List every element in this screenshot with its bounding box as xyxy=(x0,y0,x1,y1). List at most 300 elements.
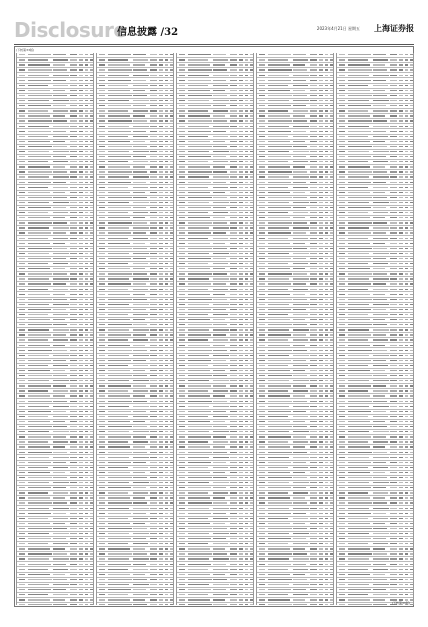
table-cell xyxy=(245,304,248,305)
table-cell xyxy=(339,243,345,244)
table-cell xyxy=(19,309,25,310)
table-cell xyxy=(348,324,372,325)
table-cell xyxy=(293,115,305,116)
table-cell xyxy=(165,339,168,340)
table-cell xyxy=(239,385,243,386)
table-cell xyxy=(268,462,291,463)
table-cell xyxy=(133,182,146,183)
table-cell xyxy=(319,345,323,346)
table-cell xyxy=(390,80,397,81)
table-cell xyxy=(339,207,345,208)
table-cell xyxy=(165,90,168,91)
table-cell xyxy=(133,64,145,65)
table-cell xyxy=(179,166,185,167)
table-cell xyxy=(293,304,309,305)
table-cell xyxy=(133,497,145,498)
table-cell xyxy=(268,528,292,529)
table-cell xyxy=(159,238,163,239)
table-cell xyxy=(28,492,48,493)
table-cell xyxy=(99,457,105,458)
table-cell xyxy=(230,462,237,463)
table-cell xyxy=(159,156,163,157)
table-cell xyxy=(410,268,413,269)
table-cell xyxy=(390,258,397,259)
table-cell xyxy=(79,579,83,580)
table-cell xyxy=(213,518,228,519)
table-cell xyxy=(410,345,413,346)
table-cell xyxy=(330,69,333,70)
table-cell xyxy=(159,197,163,198)
table-cell xyxy=(188,299,212,300)
table-cell xyxy=(159,574,163,575)
table-cell xyxy=(330,212,333,213)
table-cell xyxy=(150,355,157,356)
table-cell xyxy=(399,120,403,121)
table-cell xyxy=(310,574,317,575)
table-cell xyxy=(133,528,147,529)
table-cell xyxy=(79,513,83,514)
table-cell xyxy=(133,207,146,208)
table-cell xyxy=(259,365,265,366)
table-cell xyxy=(348,452,372,453)
table-cell xyxy=(310,558,317,559)
table-cell xyxy=(230,482,237,483)
table-cell xyxy=(70,243,77,244)
table-cell xyxy=(188,90,210,91)
table-cell xyxy=(293,497,305,498)
table-cell xyxy=(165,502,168,503)
table-cell xyxy=(179,85,185,86)
table-cell xyxy=(165,136,168,137)
table-cell xyxy=(179,431,185,432)
table-cell xyxy=(53,248,67,249)
table-cell xyxy=(410,457,413,458)
table-cell xyxy=(268,446,290,447)
table-cell xyxy=(108,54,131,55)
table-cell xyxy=(28,232,51,233)
table-cell xyxy=(319,436,323,437)
table-cell xyxy=(348,406,369,407)
table-cell xyxy=(319,197,323,198)
table-cell xyxy=(213,166,225,167)
table-cell xyxy=(28,95,52,96)
table-cell xyxy=(373,355,389,356)
table-cell xyxy=(70,192,77,193)
table-cell xyxy=(239,110,243,111)
table-cell xyxy=(159,584,163,585)
table-cell xyxy=(245,355,248,356)
table-cell xyxy=(150,222,157,223)
table-cell xyxy=(108,462,131,463)
table-cell xyxy=(310,166,317,167)
table-cell xyxy=(319,350,323,351)
table-cell xyxy=(213,95,227,96)
table-cell xyxy=(79,248,83,249)
table-cell xyxy=(310,487,317,488)
table-cell xyxy=(213,69,227,70)
table-cell xyxy=(159,360,163,361)
table-cell xyxy=(150,64,157,65)
table-cell xyxy=(293,452,307,453)
table-cell xyxy=(293,385,306,386)
table-cell xyxy=(390,324,397,325)
table-cell xyxy=(213,289,228,290)
table-cell xyxy=(70,558,77,559)
table-cell xyxy=(310,523,317,524)
table-cell xyxy=(373,243,385,244)
table-cell xyxy=(170,126,173,127)
table-cell xyxy=(330,416,333,417)
table-cell xyxy=(230,59,237,60)
table-cell xyxy=(133,314,148,315)
table-cell xyxy=(70,115,77,116)
table-cell xyxy=(405,54,408,55)
table-cell xyxy=(259,416,265,417)
table-cell xyxy=(108,197,132,198)
table-cell xyxy=(70,161,77,162)
table-cell xyxy=(19,482,25,483)
table-cell xyxy=(213,75,229,76)
table-cell xyxy=(348,197,372,198)
table-cell xyxy=(330,222,333,223)
table-cell xyxy=(239,278,243,279)
table-cell xyxy=(239,329,243,330)
table-cell xyxy=(310,314,317,315)
table-cell xyxy=(150,294,157,295)
table-cell xyxy=(99,243,105,244)
table-cell xyxy=(250,564,253,565)
table-cell xyxy=(213,136,228,137)
table-cell xyxy=(70,136,77,137)
table-cell xyxy=(410,146,413,147)
table-cell xyxy=(239,192,243,193)
table-cell xyxy=(108,395,130,396)
table-cell xyxy=(239,212,243,213)
table-cell xyxy=(70,64,77,65)
table-cell xyxy=(150,579,157,580)
table-cell xyxy=(179,217,185,218)
table-cell xyxy=(19,182,25,183)
table-cell xyxy=(19,75,25,76)
table-cell xyxy=(53,385,66,386)
table-cell xyxy=(179,462,185,463)
table-cell xyxy=(90,54,93,55)
table-cell xyxy=(213,339,228,340)
table-cell xyxy=(373,385,386,386)
table-cell xyxy=(179,126,185,127)
table-cell xyxy=(319,258,323,259)
table-cell xyxy=(310,182,317,183)
table-cell xyxy=(170,523,173,524)
table-cell xyxy=(325,151,328,152)
table-cell xyxy=(79,553,83,554)
table-cell xyxy=(79,339,83,340)
table-cell xyxy=(213,395,225,396)
table-cell xyxy=(245,151,248,152)
table-cell xyxy=(348,477,372,478)
table-cell xyxy=(90,497,93,498)
table-cell xyxy=(399,329,403,330)
table-cell xyxy=(310,294,317,295)
table-cell xyxy=(170,314,173,315)
table-cell xyxy=(230,268,237,269)
table-cell xyxy=(28,222,52,223)
table-cell xyxy=(159,289,163,290)
table-cell xyxy=(53,278,69,279)
table-cell xyxy=(150,283,157,284)
table-cell xyxy=(150,477,157,478)
table-cell xyxy=(165,217,168,218)
table-cell xyxy=(348,289,368,290)
table-cell xyxy=(188,131,211,132)
table-cell xyxy=(330,253,333,254)
table-cell xyxy=(179,212,185,213)
table-cell xyxy=(325,182,328,183)
table-cell xyxy=(99,543,105,544)
table-cell xyxy=(90,508,93,509)
table-cell xyxy=(245,268,248,269)
table-cell xyxy=(245,294,248,295)
table-cell xyxy=(405,207,408,208)
table-cell xyxy=(90,599,93,600)
table-cell xyxy=(53,227,69,228)
table-cell xyxy=(90,294,93,295)
table-cell xyxy=(150,197,157,198)
table-cell xyxy=(230,273,237,274)
table-cell xyxy=(170,436,173,437)
table-cell xyxy=(99,579,105,580)
table-cell xyxy=(70,334,77,335)
table-cell xyxy=(259,85,265,86)
table-cell xyxy=(170,141,173,142)
table-cell xyxy=(159,579,163,580)
table-cell xyxy=(293,299,307,300)
table-cell xyxy=(79,64,83,65)
table-cell xyxy=(325,604,328,605)
table-cell xyxy=(230,115,237,116)
table-cell xyxy=(310,492,317,493)
table-cell xyxy=(150,176,157,177)
table-cell xyxy=(399,401,403,402)
table-cell xyxy=(90,171,93,172)
table-cell xyxy=(19,248,25,249)
table-cell xyxy=(90,166,93,167)
table-cell xyxy=(325,69,328,70)
table-cell xyxy=(399,426,403,427)
table-cell xyxy=(79,345,83,346)
table-cell xyxy=(390,85,397,86)
table-cell xyxy=(165,314,168,315)
table-cell xyxy=(319,487,323,488)
table-cell xyxy=(85,131,88,132)
table-cell xyxy=(170,232,173,233)
table-cell xyxy=(170,110,173,111)
table-cell xyxy=(99,375,105,376)
table-cell xyxy=(108,513,131,514)
table-cell xyxy=(339,248,345,249)
table-cell xyxy=(310,126,317,127)
table-cell xyxy=(150,457,157,458)
table-cell xyxy=(90,441,93,442)
table-cell xyxy=(99,599,105,600)
table-cell xyxy=(399,472,403,473)
table-cell xyxy=(245,599,248,600)
table-cell xyxy=(28,472,50,473)
table-cell xyxy=(213,457,229,458)
table-cell xyxy=(293,355,309,356)
table-cell xyxy=(373,304,389,305)
table-cell xyxy=(339,452,345,453)
table-cell xyxy=(245,197,248,198)
table-cell xyxy=(348,207,371,208)
table-cell xyxy=(188,579,212,580)
table-cell xyxy=(188,161,208,162)
table-cell xyxy=(230,365,237,366)
table-cell xyxy=(339,283,345,284)
table-cell xyxy=(159,477,163,478)
table-cell xyxy=(165,222,168,223)
table-cell xyxy=(319,360,323,361)
table-cell xyxy=(319,441,323,442)
table-cell xyxy=(348,120,372,121)
table-cell xyxy=(410,431,413,432)
masthead xyxy=(14,18,414,42)
table-cell xyxy=(188,283,211,284)
table-cell xyxy=(339,324,345,325)
table-cell xyxy=(159,395,163,396)
table-cell xyxy=(348,232,371,233)
table-cell xyxy=(330,192,333,193)
table-cell xyxy=(410,131,413,132)
table-cell xyxy=(90,278,93,279)
table-cell xyxy=(79,54,83,55)
table-cell xyxy=(268,95,292,96)
table-cell xyxy=(250,309,253,310)
table-cell xyxy=(239,258,243,259)
table-cell xyxy=(259,441,265,442)
table-cell xyxy=(390,406,397,407)
table-cell xyxy=(108,406,129,407)
table-cell xyxy=(28,355,49,356)
table-cell xyxy=(390,192,397,193)
table-cell xyxy=(53,85,68,86)
table-cell xyxy=(239,452,243,453)
table-cell xyxy=(339,462,345,463)
table-cell xyxy=(325,85,328,86)
table-cell xyxy=(213,355,229,356)
table-cell xyxy=(410,309,413,310)
table-cell xyxy=(213,156,226,157)
table-cell xyxy=(90,75,93,76)
table-cell xyxy=(410,355,413,356)
table-cell xyxy=(268,457,289,458)
table-cell xyxy=(28,452,52,453)
table-cell xyxy=(85,294,88,295)
table-cell xyxy=(230,110,237,111)
table-cell xyxy=(373,487,386,488)
table-cell xyxy=(259,599,265,600)
table-cell xyxy=(325,421,328,422)
table-cell xyxy=(310,243,317,244)
table-cell xyxy=(150,166,157,167)
table-cell xyxy=(70,309,77,310)
table-cell xyxy=(53,283,66,284)
table-cell xyxy=(28,477,52,478)
table-cell xyxy=(19,497,25,498)
table-cell xyxy=(293,467,308,468)
table-cell xyxy=(293,436,306,437)
table-cell xyxy=(293,401,307,402)
table-cell xyxy=(230,304,237,305)
table-cell xyxy=(53,426,67,427)
table-cell xyxy=(53,523,65,524)
table-cell xyxy=(133,390,148,391)
table-cell xyxy=(70,324,77,325)
table-cell xyxy=(330,375,333,376)
table-cell xyxy=(325,462,328,463)
table-cell xyxy=(28,441,48,442)
table-cell xyxy=(70,238,77,239)
table-cell xyxy=(28,604,52,605)
table-cell xyxy=(108,360,131,361)
table-cell xyxy=(19,217,25,218)
table-cell xyxy=(79,599,83,600)
table-cell xyxy=(170,85,173,86)
table-cell xyxy=(293,365,308,366)
table-cell xyxy=(85,217,88,218)
table-cell xyxy=(245,176,248,177)
table-cell xyxy=(19,584,25,585)
table-cell xyxy=(165,543,168,544)
table-cell xyxy=(85,508,88,509)
table-cell xyxy=(230,75,237,76)
table-cell xyxy=(330,110,333,111)
table-cell xyxy=(410,294,413,295)
table-cell xyxy=(79,171,83,172)
table-cell xyxy=(108,446,130,447)
table-cell xyxy=(179,365,185,366)
table-cell xyxy=(19,385,25,386)
table-cell xyxy=(325,156,328,157)
table-cell xyxy=(90,457,93,458)
table-cell xyxy=(19,253,25,254)
table-cell xyxy=(310,345,317,346)
table-cell xyxy=(53,100,69,101)
table-cell xyxy=(373,283,386,284)
table-cell xyxy=(108,558,129,559)
table-cell xyxy=(325,314,328,315)
table-cell xyxy=(293,54,306,55)
table-cell xyxy=(188,95,212,96)
table-cell xyxy=(159,421,163,422)
table-cell xyxy=(28,411,51,412)
table-cell xyxy=(325,558,328,559)
table-cell xyxy=(70,59,77,60)
table-cell xyxy=(188,431,209,432)
table-cell xyxy=(373,411,386,412)
table-cell xyxy=(293,472,305,473)
table-cell xyxy=(165,528,168,529)
table-cell xyxy=(405,212,408,213)
table-cell xyxy=(245,390,248,391)
table-cell xyxy=(213,564,226,565)
table-cell xyxy=(339,385,345,386)
table-cell xyxy=(239,95,243,96)
table-cell xyxy=(70,589,77,590)
table-cell xyxy=(170,227,173,228)
table-cell xyxy=(330,146,333,147)
table-cell xyxy=(179,360,185,361)
